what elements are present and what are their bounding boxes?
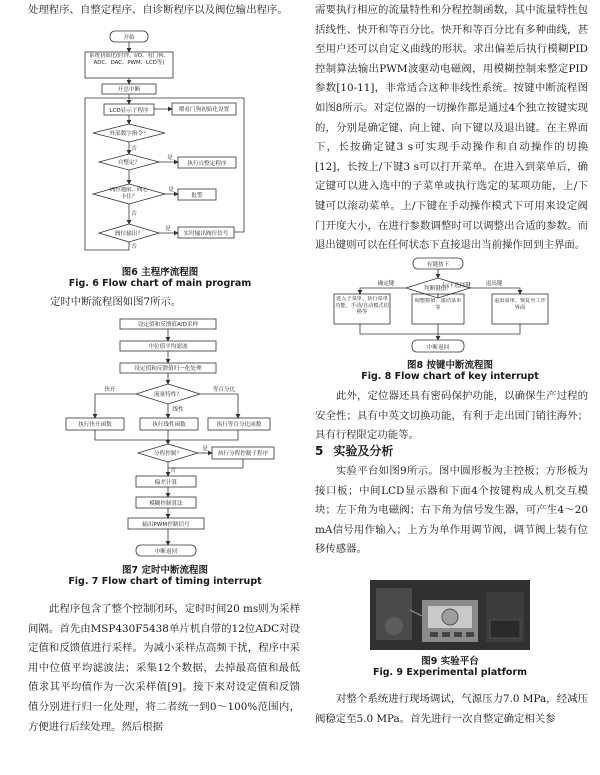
fig7-do-quick-label: 执行快开函数 <box>78 422 112 428</box>
fig8-updown-text: 上/下选择键 <box>441 283 471 289</box>
fig6-yes-1: 是 <box>167 155 173 161</box>
fig7-filter-label: 中位值平均滤波 <box>148 344 188 350</box>
fig6-valve-q-label: 阀位输出？ <box>115 231 143 237</box>
fig6-alarm-label: 报警 <box>191 193 203 199</box>
fig7-no: 否 <box>170 468 176 474</box>
fig6-init-label: 系统初始化(时钟、I/O、看门狗、ADC、DAC、PWM、LCD等) <box>89 53 169 66</box>
fig6-autotune-q-label: 自整定？ <box>117 160 141 166</box>
right-paragraph-2: 此外，定位器还具有密码保护功能，以确保生产过程的安全性；具有中英文切换功能，有利于走出国门销往海外；具有行程限定功能等。 <box>315 390 588 442</box>
fig6-lcd-label: LCD显示子程序 <box>109 108 149 114</box>
fig7-linear-label: 线性 <box>172 407 184 413</box>
fig7-range-q-label: 分程控制？ <box>154 451 182 457</box>
fig7-deviation-label: 偏差计算 <box>154 480 178 486</box>
fig8-caption-en: Fig. 8 Flow chart of key interrupt <box>361 371 539 382</box>
fig7-sample-label: 设定值和反馈值A/D采样 <box>137 322 199 328</box>
section-heading <box>315 442 393 459</box>
fig7-caption-en: Fig. 7 Flow chart of timing interrupt <box>68 576 262 587</box>
fig6-enable-int-label: 开总中断 <box>117 87 141 93</box>
fig6-no-2: 否 <box>131 211 137 217</box>
fig6-start-label: 开始 <box>123 35 135 41</box>
fig7-quick-label: 快开 <box>104 387 116 393</box>
right-paragraph-4: 对整个系统进行现场调试，气源压力7.0 MPa，经减压阀稳定至5.0 MPa。首先进行一次自整定确定相关参 <box>315 693 588 725</box>
right-paragraph-1: 需要执行相应的流量特性和分程控制函数，其中流量特性包括线性、快开和等百分比。快开和等百分比有多种曲线，甚至用户还可以自定义曲线的形状。求出偏差后执行模糊PID控制算法输出PWM波驱动电磁阀，用模糊控制来整定PID参数[10-11]，非常适合这种非线性系统。按键中断流程图如图8所示。对定位器的一切操作都是通过4个独立按键实现的，分别是确定键、向上键、向下键以及退出键。在主界面下，长按确定键3 s可实现手动操作和自动操作的切换[12]，长按上/下键3 s可以打开菜单。在进入到菜单后，确定键可以进入选中的子菜单或执行选定的某项功能，上/下键可以滚动菜单。上/下键在手动操作模式下可用来设定阀门开度大小，在进行参数调整时可以调整出合适的参数。而退出键则可以在任何状态下直接退出当前操作回到主界面。 <box>315 4 588 252</box>
fig7-yes: 是 <box>202 446 208 452</box>
fig9-caption-en: Fig. 9 Experimental platform <box>372 667 528 678</box>
fig8-which-label: 判断键值？ <box>424 286 452 292</box>
fig9-photo-drawing <box>370 580 530 650</box>
fig6-menu-label: 外部数字指令？ <box>109 131 149 137</box>
fig7-range-label: 执行分程控制子程序 <box>217 451 269 457</box>
fig6-watchdog-label: 喂看门狗初始化设置 <box>178 107 230 113</box>
section-title: 实验及分析 <box>333 444 394 458</box>
fig6-caption-en: Fig. 6 Flow chart of main program <box>68 278 252 289</box>
fig7-do-linear-label: 执行线性函数 <box>152 422 186 428</box>
fig8-enter-label: 确定键 <box>377 281 395 287</box>
fig7-return-label: 中断返回 <box>154 549 178 555</box>
fig7-pwm-label: 输出PWM控制信号 <box>142 522 190 528</box>
fig8-caption-cn: 图8 按键中断流程图 <box>407 360 493 371</box>
fig8-box2-label: 调整数值、滚动菜单等 <box>414 298 462 311</box>
fig7-equal-label: 等百分比 <box>212 387 236 393</box>
fig6-no-3: 否 <box>131 244 137 250</box>
fig6-yes-2: 是 <box>168 187 174 193</box>
left-paragraph-3: 此程序包含了整个控制闭环，定时时间20 ms则为采样间隔。首先由MSP430F5438单片机自带的12位ADC对设定值和反馈值进行采样。为减小采样点高频干扰，程序中采用中位值平均滤波法；采集12个数据，去掉最高值和最低值求其平均值作为一次采样值[9]。接下来对设定值和反馈值分别进行归一化处理，将二者统一到0～100%范围内，方便进行后续处理。然后根据 <box>28 603 300 733</box>
fig6-valve-out-label: 实时输出阀位信号 <box>183 231 229 237</box>
fig7-normalize-label: 设定值和反馈值归一化处理 <box>134 366 202 372</box>
left-paragraph-2: 定时中断流程图如图7所示。 <box>50 296 182 308</box>
fig7-fuzzy-label: 模糊控制算法 <box>149 501 183 507</box>
fig6-yes-3: 是 <box>165 226 171 232</box>
fig6-autotune-label: 执行自整定程序 <box>187 161 227 167</box>
left-paragraph-1: 处理程序、自整定程序、自诊断程序以及阀位输出程序。 <box>28 4 288 16</box>
fig7-caption-cn: 图7 定时中断流程图 <box>122 565 208 576</box>
section-number: 5 <box>315 444 324 458</box>
fig8-return-label: 中断返回 <box>426 345 450 351</box>
fig8-press-label: 有键按下 <box>426 262 450 268</box>
fig8-exit-label: 退出键 <box>485 281 503 287</box>
fig7-do-equal-label: 执行等百分比函数 <box>216 422 262 428</box>
fig9-photo <box>370 580 530 650</box>
fig7-flow-label: 流量特性？ <box>154 392 182 398</box>
fig6-alarm-q-label: 阀位越限、阀芯卡住？ <box>110 187 148 200</box>
fig8-box1-label: 进入子菜单、执行菜单功能、手动/自动模式切换等 <box>335 296 389 315</box>
fig6-caption-cn: 图6 主程序流程图 <box>121 267 199 278</box>
fig8-box3-label: 退出菜单、恢复至工作界面 <box>494 298 546 311</box>
right-paragraph-3: 实验平台如图9所示。图中圆形板为主控板；方形板为接口板；中间LCD显示器和下面4个按键构成人机交互模块；左下角为电磁阀；右下角为信号发生器，可产生4～20 mA信号用作输入；上方为单作用调节阀，调节阀上装有位移传感器。 <box>315 465 588 556</box>
fig6-no-1: 否 <box>131 146 137 152</box>
fig9-caption-cn: 图9 实验平台 <box>421 656 479 667</box>
